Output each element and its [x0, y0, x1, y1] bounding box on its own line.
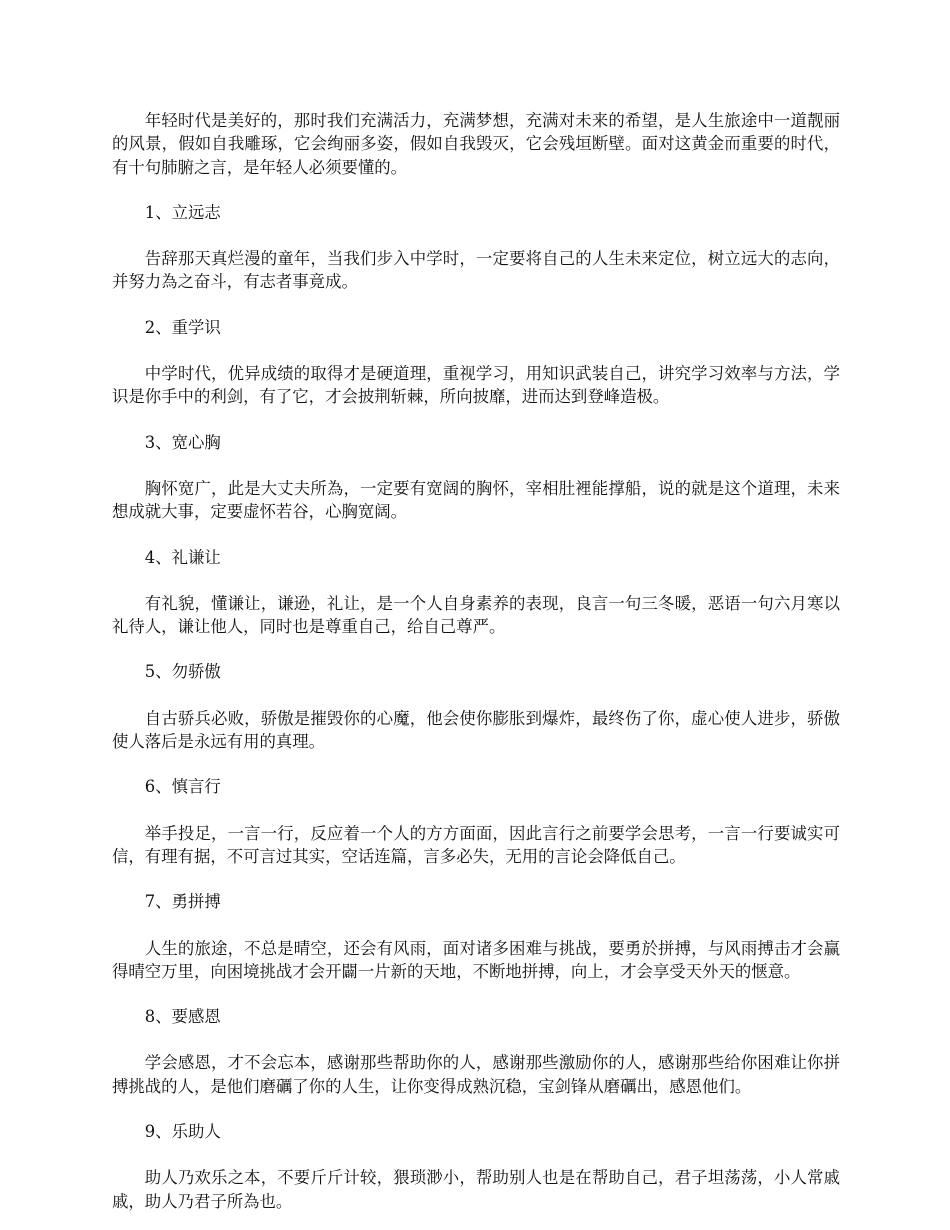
section-heading-3: 3、宽心胸 — [144, 432, 221, 452]
section-body-9: 助人乃欢乐之本，不要斤斤计较，猥琐渺小，帮助别人也是在帮助自己，君子坦荡荡，小人常戚戚，助人乃君子所為也。 — [112, 1168, 840, 1211]
intro-paragraph: 年轻时代是美好的，那时我们充满活力，充满梦想，充满对未来的希望，是人生旅途中一道靓丽的风景，假如自我雕琢，它会绚丽多姿，假如自我毁灭，它会残垣断壁。面对这黄金而重要的时代，有十句肺腑之言，是年轻人必须要懂的。 — [112, 111, 840, 177]
section-body-1: 告辞那天真烂漫的童年，当我们步入中学时，一定要将自己的人生未来定位，树立远大的志向，并努力為之奋斗，有志者事竟成。 — [112, 249, 840, 292]
section-heading-4: 4、礼谦让 — [144, 547, 221, 567]
section-body-7: 人生的旅途，不总是晴空，还会有风雨，面对诸多困难与挑战，要勇於拼搏，与风雨搏击才会赢得晴空万里，向困境挑战才会开闢一片新的天地，不断地拼搏，向上，才会享受天外天的惬意。 — [112, 938, 840, 981]
section-heading-2: 2、重学识 — [144, 317, 221, 337]
section-heading-6: 6、慎言行 — [144, 777, 221, 797]
section-heading-1: 1、立远志 — [144, 202, 221, 222]
section-body-3: 胸怀宽广，此是大丈夫所為，一定要有宽阔的胸怀，宰相肚裡能撑船，说的就是这个道理，未来想成就大事，定要虚怀若谷，心胸宽阔。 — [112, 478, 840, 522]
document-page — [112, 109, 840, 1213]
section-body-8: 学会感恩，才不会忘本，感谢那些帮助你的人，感谢那些激励你的人，感谢那些给你困难让你拼搏挑战的人，是他们磨礪了你的人生，让你变得成熟沉稳，宝剑锋从磨礪出，感恩他们。 — [112, 1053, 840, 1096]
section-heading-8: 8、要感恩 — [144, 1007, 221, 1027]
section-body-6: 举手投足，一言一行，反应着一个人的方方面面，因此言行之前要学会思考，一言一行要诚实可信，有理有据，不可言过其实，空话连篇，言多必失，无用的言论会降低自己。 — [112, 823, 840, 866]
section-heading-9: 9、乐助人 — [144, 1122, 221, 1142]
section-body-5: 自古骄兵必败，骄傲是摧毁你的心魔，他会使你膨胀到爆炸，最终伤了你，虚心使人进步，骄傲使人落后是永远有用的真理。 — [112, 708, 840, 752]
section-heading-7: 7、勇拼搏 — [144, 892, 221, 912]
section-body-2: 中学时代，优异成绩的取得才是硬道理，重视学习，用知识武装自己，讲究学习效率与方法，学识是你手中的利剑，有了它，才会披荆斩棘，所向披靡，进而达到登峰造极。 — [112, 364, 840, 407]
section-heading-5: 5、勿骄傲 — [144, 662, 221, 682]
section-body-4: 有礼貌，懂谦让，谦逊，礼让，是一个人自身素养的表现，良言一句三冬暖，恶语一句六月寒以礼待人，谦让他人，同时也是尊重自己，给自己尊严。 — [112, 593, 840, 637]
